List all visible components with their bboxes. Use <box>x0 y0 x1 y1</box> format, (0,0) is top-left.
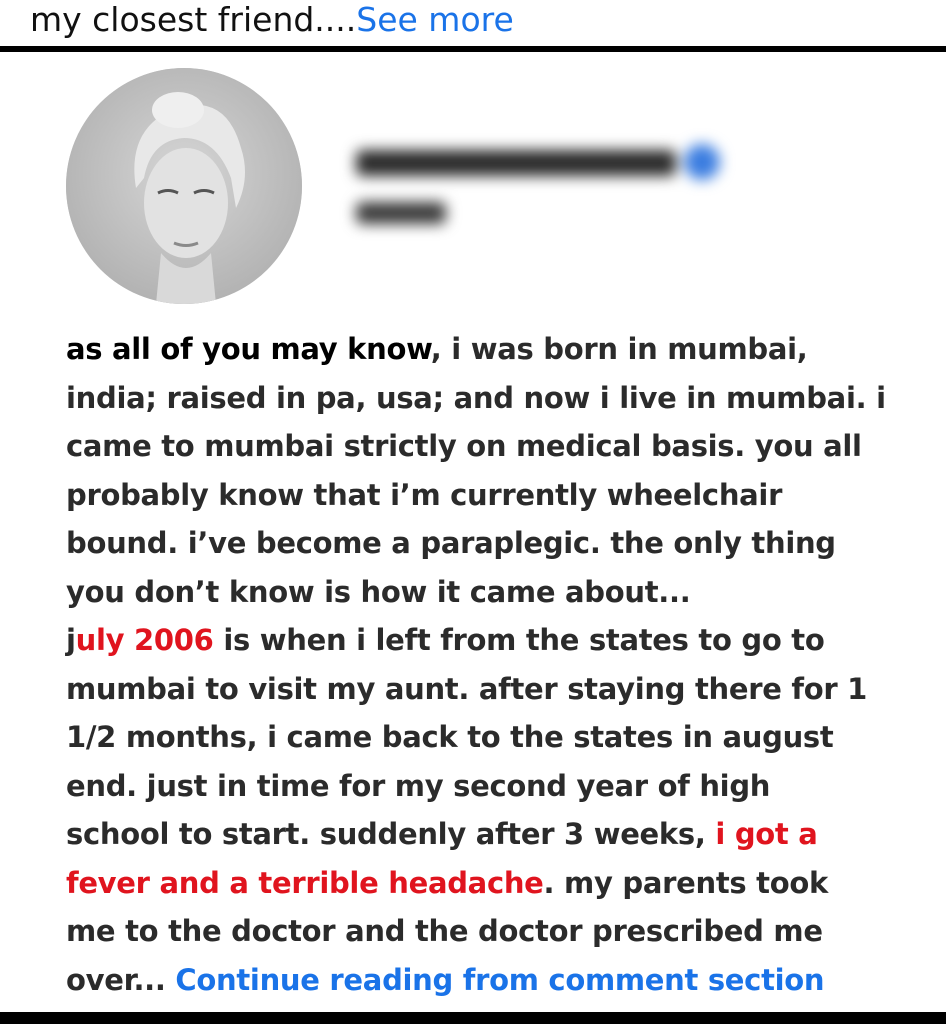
post-line-7: july 2006 is when i left from the states to go to <box>66 623 825 657</box>
post-line-8: mumbai to visit my aunt. after staying there for 1 <box>66 671 868 706</box>
blurred-name-bar <box>356 150 676 176</box>
verified-badge-icon <box>684 144 720 180</box>
continue-reading-link[interactable]: Continue reading from comment section <box>175 962 825 997</box>
avatar[interactable] <box>66 68 302 304</box>
symptom-highlight: i got a <box>715 817 818 851</box>
top-divider <box>0 46 946 52</box>
symptom-highlight: fever and a terrible headache <box>66 865 544 900</box>
bottom-divider <box>0 1012 946 1024</box>
post-line-13: me to the doctor and the doctor prescribed me <box>66 914 823 948</box>
blurred-subtitle-bar <box>356 202 446 224</box>
avatar-portrait-image <box>66 68 302 304</box>
post-preview-snippet <box>30 0 514 40</box>
post-line-5: bound. i’ve become a paraplegic. the only thing <box>66 526 836 560</box>
see-more-link[interactable]: See more <box>356 0 514 39</box>
post-body <box>66 325 926 1004</box>
snippet-text: my closest friend.... <box>30 0 357 39</box>
post-line-4: probably know that i’m currently wheelchair <box>66 477 783 512</box>
post-line-14: over... Continue reading from comment section <box>66 962 825 997</box>
post-line-11: school to start. suddenly after 3 weeks, i got a <box>66 817 818 851</box>
emphasis-text: as all of you may know <box>66 332 431 366</box>
post-line-9: 1/2 months, i came back to the states in august <box>66 720 834 754</box>
post-line-1: as all of you may know, i was born in mumbai, <box>66 332 808 366</box>
post-line-3: came to mumbai strictly on medical basis. you all <box>66 429 862 463</box>
post-line-2: india; raised in pa, usa; and now i live in mumbai. i <box>66 380 886 415</box>
post-line-10: end. just in time for my second year of high <box>66 768 771 803</box>
blurred-author-name <box>356 130 726 240</box>
post-line-12: fever and a terrible headache. my parents took <box>66 865 828 900</box>
post-line-6: you don’t know is how it came about... <box>66 574 691 609</box>
date-highlight: uly 2006 <box>75 623 214 657</box>
